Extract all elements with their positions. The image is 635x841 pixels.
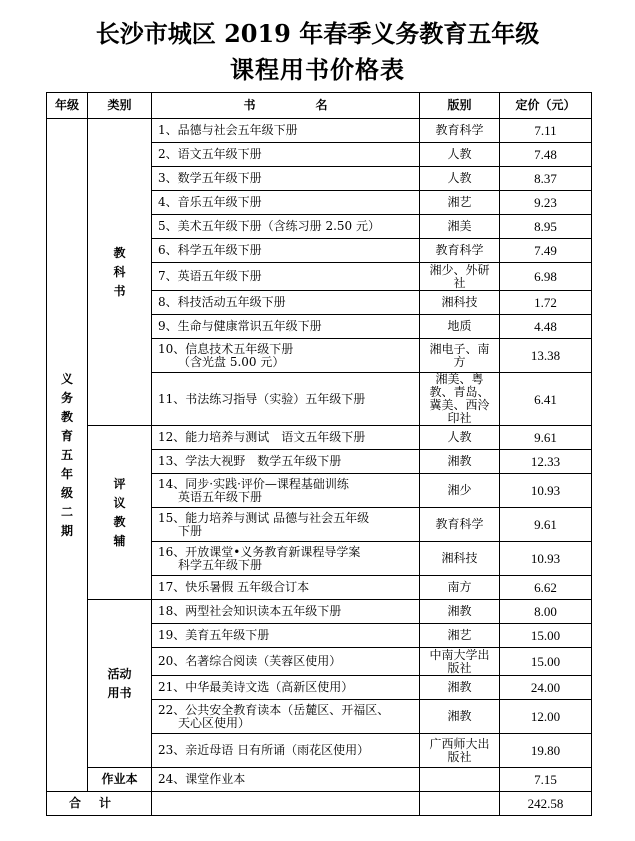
book-name-cell — [152, 474, 420, 508]
book-name-cell — [152, 239, 420, 263]
price-cell: 7.49 — [500, 239, 592, 263]
total-label: 合计 — [47, 792, 152, 816]
edition-cell: 湘科技 — [420, 291, 500, 315]
document-title-line2: 课程用书价格表 — [230, 55, 405, 84]
table-row — [47, 768, 592, 792]
edition-cell: 人教 — [420, 167, 500, 191]
book-name: 7、英语五年级下册 — [158, 269, 262, 283]
book-name-continued: 英语五年级下册 — [178, 489, 263, 504]
book-name: 21、中华最美诗文选（高新区使用） — [158, 680, 354, 694]
price-cell: 1.72 — [500, 291, 592, 315]
book-name: 17、快乐暑假 五年级合订本 — [158, 580, 310, 594]
header-price: 定价（元） — [500, 93, 592, 119]
book-name: 22、公共安全教育读本（岳麓区、开福区、 — [158, 702, 390, 717]
edition-cell: 教育科学 — [420, 508, 500, 542]
edition-cell: 湘教 — [420, 700, 500, 734]
book-name-cell — [152, 508, 420, 542]
total-empty-edition — [420, 792, 500, 816]
book-name-cell — [152, 542, 420, 576]
price-cell: 6.62 — [500, 576, 592, 600]
category-label: 教科书 — [113, 245, 126, 298]
book-name-cell — [152, 734, 420, 768]
price-cell: 12.00 — [500, 700, 592, 734]
price-cell: 8.95 — [500, 215, 592, 239]
category-label: 活动用书 — [107, 666, 132, 700]
book-name: 6、科学五年级下册 — [158, 243, 262, 257]
edition-cell: 中南大学出版社 — [420, 648, 500, 676]
edition-cell: 地质 — [420, 315, 500, 339]
price-cell: 13.38 — [500, 339, 592, 373]
edition-cell: 湘少 — [420, 474, 500, 508]
price-cell: 9.23 — [500, 191, 592, 215]
category-label: 作业本 — [101, 772, 138, 786]
book-name-cell — [152, 167, 420, 191]
document-title-line1: 长沙市城区 2019 年春季义务教育五年级 — [95, 19, 540, 48]
book-name: 18、两型社会知识读本五年级下册 — [158, 604, 342, 618]
book-name-cell — [152, 624, 420, 648]
category-cell-review — [88, 426, 152, 600]
book-name-cell — [152, 263, 420, 291]
edition-cell — [420, 768, 500, 792]
table-row — [47, 426, 592, 450]
book-name-continued: 天心区使用） — [178, 715, 251, 730]
book-name-cell — [152, 450, 420, 474]
book-name-continued: 下册 — [178, 523, 203, 538]
book-name-continued: 科学五年级下册 — [178, 557, 263, 572]
edition-cell: 人教 — [420, 426, 500, 450]
edition-cell: 教育科学 — [420, 119, 500, 143]
book-name-cell — [152, 576, 420, 600]
table-row — [47, 119, 592, 143]
book-name-cell — [152, 373, 420, 426]
book-name-cell — [152, 426, 420, 450]
edition-cell: 湘教 — [420, 450, 500, 474]
edition-cell: 人教 — [420, 143, 500, 167]
grade-label: 义务教育五年级二期 — [60, 371, 73, 538]
book-name: 3、数学五年级下册 — [158, 171, 262, 185]
edition-cell: 湘艺 — [420, 624, 500, 648]
book-name: 13、学法大视野 数学五年级下册 — [158, 454, 342, 468]
book-name-continued: （含光盘 5.00 元） — [178, 354, 285, 369]
category-label: 评议教辅 — [113, 476, 126, 548]
book-name: 2、语文五年级下册 — [158, 147, 262, 161]
total-row — [47, 792, 592, 816]
category-cell-activity — [88, 600, 152, 768]
book-name: 1、品德与社会五年级下册 — [158, 123, 298, 137]
header-category: 类别 — [88, 93, 152, 119]
price-cell: 4.48 — [500, 315, 592, 339]
table-body — [47, 119, 592, 816]
total-empty-name — [152, 792, 420, 816]
book-name: 12、能力培养与测试 语文五年级下册 — [158, 430, 366, 444]
edition-cell: 湘科技 — [420, 542, 500, 576]
book-name-cell — [152, 191, 420, 215]
book-name-cell — [152, 291, 420, 315]
book-name-cell — [152, 119, 420, 143]
price-cell: 8.37 — [500, 167, 592, 191]
price-cell: 9.61 — [500, 426, 592, 450]
book-name: 4、音乐五年级下册 — [158, 195, 262, 209]
book-name: 15、能力培养与测试 品德与社会五年级 — [158, 510, 370, 525]
price-cell: 19.80 — [500, 734, 592, 768]
book-name-cell — [152, 339, 420, 373]
book-name: 8、科技活动五年级下册 — [158, 295, 286, 309]
header-edition: 版别 — [420, 93, 500, 119]
header-grade: 年级 — [47, 93, 88, 119]
price-cell: 12.33 — [500, 450, 592, 474]
edition-cell: 湘美、粤教、青岛、冀美、西泠印社 — [420, 373, 500, 426]
price-cell: 15.00 — [500, 624, 592, 648]
table-row — [47, 600, 592, 624]
price-cell: 10.93 — [500, 474, 592, 508]
edition-cell: 教育科学 — [420, 239, 500, 263]
price-cell: 8.00 — [500, 600, 592, 624]
price-cell: 6.98 — [500, 263, 592, 291]
price-cell: 10.93 — [500, 542, 592, 576]
header-book-name: 书 名 — [152, 93, 420, 119]
grade-cell — [47, 119, 88, 792]
book-name-cell — [152, 768, 420, 792]
category-cell-textbook — [88, 119, 152, 426]
price-cell: 15.00 — [500, 648, 592, 676]
price-cell: 7.11 — [500, 119, 592, 143]
book-name: 11、书法练习指导（实验）五年级下册 — [158, 391, 366, 406]
edition-cell: 南方 — [420, 576, 500, 600]
book-name: 19、美育五年级下册 — [158, 628, 270, 642]
price-cell: 7.15 — [500, 768, 592, 792]
book-name-cell — [152, 315, 420, 339]
edition-cell: 广西师大出版社 — [420, 734, 500, 768]
book-name: 5、美术五年级下册（含练习册 2.50 元） — [158, 219, 380, 233]
book-name: 23、亲近母语 日有所诵（雨花区使用） — [158, 743, 370, 757]
table-header-row — [47, 93, 592, 119]
edition-cell: 湘电子、南方 — [420, 339, 500, 373]
price-cell: 6.41 — [500, 373, 592, 426]
book-name: 14、同步·实践·评价—课程基础训练 — [158, 476, 349, 491]
edition-cell: 湘美 — [420, 215, 500, 239]
price-cell: 7.48 — [500, 143, 592, 167]
book-name-cell — [152, 600, 420, 624]
edition-cell: 湘艺 — [420, 191, 500, 215]
book-name: 24、课堂作业本 — [158, 772, 246, 786]
category-cell-homework — [88, 768, 152, 792]
book-name-cell — [152, 700, 420, 734]
book-name: 10、信息技术五年级下册 — [158, 341, 294, 356]
edition-cell: 湘少、外研社 — [420, 263, 500, 291]
price-table — [46, 92, 592, 816]
book-name-cell — [152, 143, 420, 167]
book-name-cell — [152, 215, 420, 239]
price-cell: 24.00 — [500, 676, 592, 700]
book-name-cell — [152, 648, 420, 676]
total-price: 242.58 — [500, 792, 592, 816]
book-name-cell — [152, 676, 420, 700]
edition-cell: 湘教 — [420, 600, 500, 624]
book-name: 9、生命与健康常识五年级下册 — [158, 319, 322, 333]
book-name: 20、名著综合阅读（芙蓉区使用） — [158, 654, 342, 668]
book-name: 16、开放课堂•义务教育新课程导学案 — [158, 544, 361, 559]
price-cell: 9.61 — [500, 508, 592, 542]
edition-cell: 湘教 — [420, 676, 500, 700]
